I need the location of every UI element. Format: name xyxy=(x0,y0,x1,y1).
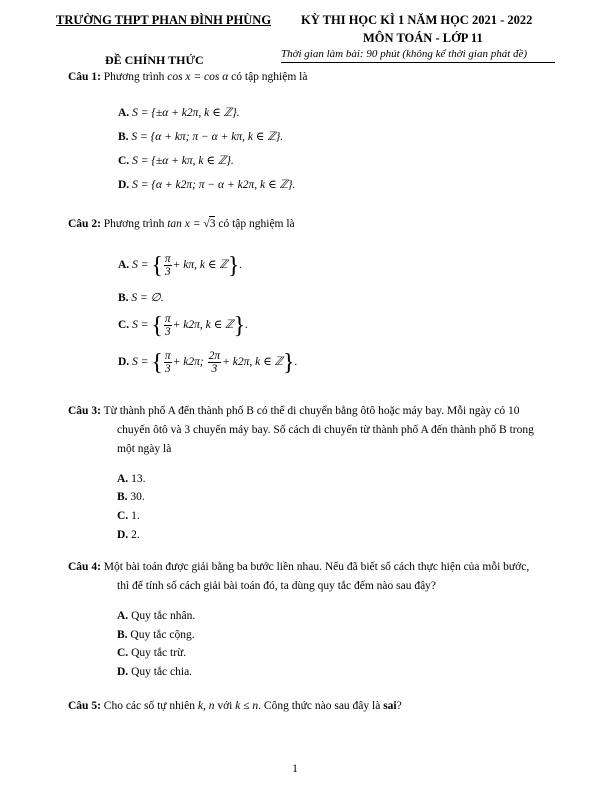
question-emphasis: sai xyxy=(383,700,397,712)
q4-option-a: A. Quy tắc nhân. xyxy=(117,610,196,622)
question-text: có tập nghiệm là xyxy=(218,218,295,230)
question-text: Một bài toán được giải bằng ba bước liền nhau. Nếu đã biết số cách thực hiện của mỗi bước, xyxy=(103,561,530,573)
question-4 xyxy=(68,560,529,576)
option-math: S = {±α + k2π, k ∈ ℤ}. xyxy=(132,107,240,119)
question-3 xyxy=(68,404,519,420)
option-math: S = {α + k2π; π − α + k2π, k ∈ ℤ}. xyxy=(132,179,296,191)
subject-title: MÔN TOÁN - LỚP 11 xyxy=(363,31,483,45)
q2-option-b: B. S = ∅. xyxy=(118,292,164,304)
question-math: tan x = √3 xyxy=(167,218,215,230)
option-math: S = {α + kπ; π − α + kπ, k ∈ ℤ}. xyxy=(131,131,284,143)
question-label: Câu 5: xyxy=(68,700,101,712)
duration-note: Thời gian làm bài: 90 phút (không kể thời gian phát đề) xyxy=(281,48,528,60)
page-number: 1 xyxy=(292,763,298,775)
option-math: S = { $\frac{\pi}{3}$ + kπ, k ∈ ℤ}. xyxy=(132,252,243,279)
option-math: S = { $\frac{\pi}{3}$ + k2π, k ∈ ℤ}. xyxy=(132,312,248,339)
question-5: Câu 5: Cho các số tự nhiên k, n với k ≤ n. Công thức nào sau đây là sai? xyxy=(68,700,402,712)
question-text: có tập nghiệm là xyxy=(231,71,308,83)
question-1 xyxy=(68,70,307,86)
question-label: Câu 3: xyxy=(68,405,101,417)
q4-option-b: B. Quy tắc cộng. xyxy=(117,629,195,641)
option-math: S = { $\frac{\pi}{3}$ + k2π; $\frac{2\pi}{3}$ + k2π, k ∈ ℤ}. xyxy=(132,349,298,376)
question-2 xyxy=(68,216,295,233)
question-label: Câu 1: xyxy=(68,71,101,83)
question-math: k ≤ n xyxy=(235,700,259,712)
q3-option-a: A. 13. xyxy=(117,473,146,485)
q1-option-d: D. S = {α + k2π; π − α + k2π, k ∈ ℤ}. xyxy=(118,179,296,191)
q1-option-a: A. S = {±α + k2π, k ∈ ℤ}. xyxy=(118,107,240,119)
school-name: TRƯỜNG THPT PHAN ĐÌNH PHÙNG xyxy=(56,13,272,27)
question-3-line3: một ngày là xyxy=(117,443,172,455)
q1-option-c: C. S = {±α + kπ, k ∈ ℤ}. xyxy=(118,155,234,167)
question-text: Từ thành phố A đến thành phố B có thể di chuyển bằng ôtô hoặc máy bay. Mỗi ngày có 10 xyxy=(103,405,520,417)
question-label: Câu 2: xyxy=(68,218,101,230)
q3-option-d: D. 2. xyxy=(117,529,140,541)
question-math: cos x = cos α xyxy=(167,71,229,83)
option-math: S = ∅. xyxy=(131,292,164,304)
q1-option-b: B. S = {α + kπ; π − α + kπ, k ∈ ℤ}. xyxy=(118,131,284,143)
q2-option-c: C. S = { $\frac{\pi}{3}$ + k2π, k ∈ ℤ}. xyxy=(118,312,248,339)
question-4-line2: thì để tính số cách giải bài toán đó, ta dùng quy tắc đếm nào sau đây? xyxy=(117,580,437,592)
question-text: Phương trình xyxy=(103,218,165,230)
official-label: ĐỀ CHÍNH THỨC xyxy=(105,53,204,67)
q4-option-d: D. Quy tắc chia. xyxy=(117,666,193,678)
q2-option-d: D. S = { $\frac{\pi}{3}$ + k2π; $\frac{2\pi}{3}$ + k2π, k ∈ ℤ}. xyxy=(118,349,298,376)
question-text: với xyxy=(217,700,233,712)
question-math: k, n xyxy=(197,700,215,712)
question-text: Cho các số tự nhiên xyxy=(103,700,195,712)
question-label: Câu 4: xyxy=(68,561,101,573)
question-text: . Công thức nào sau đây là xyxy=(258,700,381,712)
header-underline xyxy=(281,62,555,63)
question-3-line2: chuyến ôtô và 3 chuyến máy bay. Số cách di chuyển từ thành phố A đến thành phố B trong xyxy=(117,424,534,436)
question-text: Phương trình xyxy=(103,71,165,83)
q3-option-b: B. 30. xyxy=(117,491,145,503)
q2-option-a: A. S = { $\frac{\pi}{3}$ + kπ, k ∈ ℤ}. xyxy=(118,252,243,279)
option-math: S = {±α + kπ, k ∈ ℤ}. xyxy=(132,155,234,167)
q4-option-c: C. Quy tắc trừ. xyxy=(117,647,187,659)
q3-option-c: C. 1. xyxy=(117,510,140,522)
exam-title: KỲ THI HỌC KÌ 1 NĂM HỌC 2021 - 2022 xyxy=(301,13,533,27)
